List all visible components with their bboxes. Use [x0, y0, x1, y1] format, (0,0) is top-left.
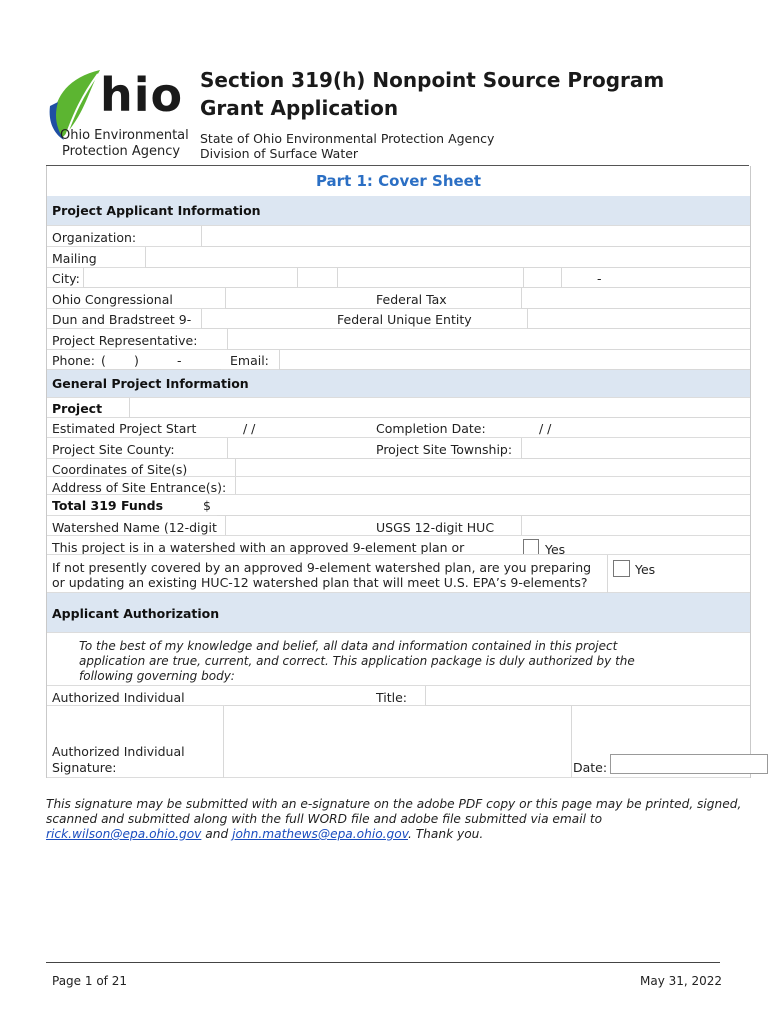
phone-label: Phone:	[52, 353, 95, 368]
congressional-label: Ohio Congressional	[52, 292, 173, 307]
total-funds-field[interactable]	[217, 495, 750, 516]
signature-label-line2: Signature:	[52, 760, 117, 775]
footer-date: May 31, 2022	[640, 974, 723, 988]
project-title-field[interactable]	[129, 398, 750, 418]
site-township-field[interactable]	[521, 438, 750, 459]
federal-uei-field[interactable]	[527, 309, 750, 329]
est-start-label: Estimated Project Start	[52, 421, 197, 436]
row-mailing	[47, 247, 750, 268]
completion-date-field[interactable]: / /	[539, 421, 552, 436]
section-heading: Applicant Authorization	[52, 606, 220, 621]
signature-date-field[interactable]	[610, 754, 768, 774]
state-field[interactable]	[297, 268, 337, 288]
row-duns	[47, 309, 750, 329]
section-applicant	[47, 196, 750, 226]
approved-plan-yes-label: Yes	[545, 542, 566, 555]
row-not-covered	[47, 555, 750, 593]
total-funds-label: Total 319 Funds	[52, 498, 164, 513]
row-organization	[47, 226, 750, 247]
row-city	[47, 268, 750, 288]
part-heading: Part 1: Cover Sheet	[315, 172, 482, 190]
row-phone	[47, 350, 750, 370]
duns-label: Dun and Bradstreet 9-	[52, 312, 192, 327]
phone-dash: -	[177, 353, 182, 368]
watershed-label: Watershed Name (12-digit	[52, 520, 217, 535]
not-covered-yes-label: Yes	[635, 562, 656, 577]
county-label: Project Site County:	[52, 442, 175, 457]
row-authorized-individual	[47, 686, 750, 706]
logo-org-line2: Protection Agency	[62, 144, 181, 159]
zip-ext-field[interactable]	[561, 268, 750, 288]
title-label: Title:	[376, 690, 407, 705]
organization-label: Organization:	[52, 230, 137, 245]
date-label: Date:	[573, 760, 608, 775]
address-field[interactable]	[235, 477, 750, 495]
project-label: Project	[52, 401, 103, 416]
title-field[interactable]	[425, 686, 750, 706]
phone-open-paren: (	[101, 353, 106, 368]
township-label: Project Site Township:	[376, 442, 513, 457]
site-county-field[interactable]	[227, 438, 373, 459]
zip-dash: -	[597, 271, 602, 286]
city-label: City:	[52, 271, 80, 286]
note-end: . Thank you.	[407, 827, 484, 841]
section-heading: General Project Information	[52, 376, 249, 391]
completion-label: Completion Date:	[376, 421, 486, 436]
duns-field[interactable]	[201, 309, 331, 329]
row-coordinates	[47, 459, 750, 477]
phone-close-paren: )	[134, 353, 139, 368]
email-field[interactable]	[279, 350, 750, 370]
usgs-huc-field[interactable]	[521, 516, 750, 536]
usgs-huc-label: USGS 12-digit HUC	[376, 520, 495, 535]
row-congressional	[47, 288, 750, 309]
organization-field[interactable]	[201, 226, 750, 247]
federal-uei-label: Federal Unique Entity	[337, 312, 472, 327]
email-link-john[interactable]: john.mathews@epa.ohio.gov	[232, 827, 408, 841]
note-and: and	[201, 827, 233, 841]
approved-plan-label: This project is in a watershed with an approved 9-element plan or	[52, 540, 465, 555]
approved-plan-checkbox[interactable]	[523, 539, 539, 555]
city-field[interactable]	[83, 268, 297, 288]
row-watershed	[47, 516, 750, 536]
mailing-label: Mailing	[52, 251, 97, 266]
dollar-sign: $	[203, 498, 211, 513]
not-covered-line1: If not presently covered by an approved 9-element watershed plan, are you preparing	[52, 560, 592, 575]
zip-field[interactable]	[523, 268, 561, 288]
start-date-field[interactable]: / /	[243, 421, 256, 436]
not-covered-line2: or updating an existing HUC-12 watershed plan that will meet U.S. EPA’s 9-elements?	[52, 575, 588, 590]
federal-tax-label: Federal Tax	[376, 292, 447, 307]
authorized-individual-field[interactable]	[225, 686, 371, 706]
page-title-line1: Section 319(h) Nonpoint Source Program	[200, 68, 665, 92]
row-project	[47, 398, 750, 418]
statement-line2: application are true, current, and correct. This application package is duly authorized by the	[79, 654, 635, 668]
note-text: This signature may be submitted with an e-signature on the adobe PDF copy or this page may be printed, signed, scanned and submitted along with the full WORD file and adobe file submitted via email to	[46, 797, 742, 826]
mailing-field[interactable]	[145, 247, 750, 268]
section-heading: Project Applicant Information	[52, 203, 261, 218]
logo-org-line1: Ohio Environmental	[60, 128, 189, 143]
section-general	[47, 370, 750, 398]
congressional-field[interactable]	[225, 288, 371, 309]
footer-divider	[46, 962, 720, 963]
federal-tax-field[interactable]	[521, 288, 750, 309]
authorized-individual-label: Authorized Individual	[52, 690, 185, 705]
representative-label: Project Representative:	[52, 333, 198, 348]
page-number: Page 1 of 21	[52, 974, 127, 988]
coordinates-label: Coordinates of Site(s)	[52, 462, 188, 477]
row-total-funds	[47, 495, 750, 516]
section-authorization	[47, 593, 750, 633]
logo-word: hio	[100, 68, 184, 122]
watershed-field[interactable]	[225, 516, 371, 536]
email-label: Email:	[230, 353, 269, 368]
page-title-line2: Grant Application	[200, 96, 399, 120]
row-approved-plan	[47, 536, 750, 555]
phone-field[interactable]	[107, 350, 221, 370]
row-representative	[47, 329, 750, 350]
authorization-statement	[79, 639, 719, 684]
signature-field[interactable]	[223, 706, 571, 778]
coordinates-field[interactable]	[235, 459, 750, 477]
not-covered-checkbox[interactable]	[613, 560, 630, 577]
row-address	[47, 477, 750, 495]
statement-line1: To the best of my knowledge and belief, all data and information contained in this project	[79, 639, 618, 653]
agency-line2: Division of Surface Water	[200, 146, 359, 161]
row-statement	[47, 633, 750, 686]
row-dates	[47, 418, 750, 438]
address-label: Address of Site Entrance(s):	[52, 480, 227, 495]
signature-note	[46, 797, 746, 842]
row-county	[47, 438, 750, 459]
representative-field[interactable]	[227, 329, 750, 350]
signature-label-line1: Authorized Individual	[52, 744, 185, 759]
ohio-epa-logo	[44, 66, 194, 162]
email-link-rick[interactable]: rick.wilson@epa.ohio.gov	[46, 827, 202, 841]
cover-sheet-form	[46, 166, 751, 778]
agency-line1: State of Ohio Environmental Protection Agency	[200, 131, 495, 146]
statement-line3: following governing body:	[79, 669, 235, 683]
county-field[interactable]	[337, 268, 523, 288]
